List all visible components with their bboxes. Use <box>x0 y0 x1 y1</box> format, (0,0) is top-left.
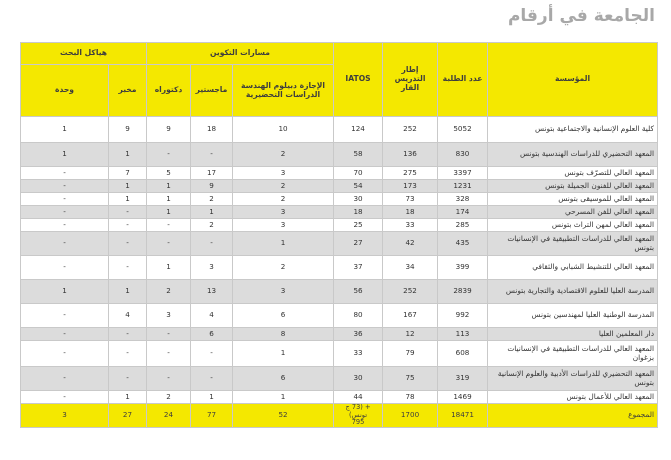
cell-unit: 1 <box>21 280 109 304</box>
cell-master: 17 <box>191 167 233 180</box>
total-lab: 27 <box>109 404 147 428</box>
cell-license: 6 <box>233 304 334 328</box>
header-iatos: IATOS <box>334 43 383 117</box>
cell-iatos: 33 <box>334 341 383 367</box>
cell-students: 285 <box>438 219 488 232</box>
cell-iatos: 25 <box>334 219 383 232</box>
cell-institution: المدرسة الوطنية العليا لمهندسين بتونس <box>488 304 658 328</box>
cell-institution: المعهد العالي للتنشيط الشبابي والثقافي <box>488 256 658 280</box>
cell-students: 5052 <box>438 117 488 143</box>
cell-lab: - <box>109 367 147 391</box>
cell-iatos: 58 <box>334 143 383 167</box>
cell-staff: 173 <box>383 180 438 193</box>
cell-institution: المعهد العالي للدراسات التطبيقية في الإنسانيات بزغوان <box>488 341 658 367</box>
cell-students: 319 <box>438 367 488 391</box>
table-row <box>21 232 658 256</box>
table-row <box>21 180 658 193</box>
cell-doctorate: 1 <box>147 206 191 219</box>
table-row <box>21 280 658 304</box>
cell-unit: - <box>21 391 109 404</box>
cell-institution: المدرسة العليا للعلوم الاقتصادية والتجارية بتونس <box>488 280 658 304</box>
table-row <box>21 341 658 367</box>
statistics-table <box>20 42 658 428</box>
cell-doctorate: - <box>147 232 191 256</box>
cell-unit: - <box>21 193 109 206</box>
header-students: عدد الطلبة <box>438 43 488 117</box>
cell-master: 9 <box>191 180 233 193</box>
cell-lab: - <box>109 328 147 341</box>
header-lab: مخبر <box>109 65 147 117</box>
table-row <box>21 193 658 206</box>
total-doctorate: 24 <box>147 404 191 428</box>
cell-institution: المعهد العالي لمهن التراث بتونس <box>488 219 658 232</box>
cell-unit: - <box>21 367 109 391</box>
cell-unit: 1 <box>21 117 109 143</box>
cell-master: 18 <box>191 117 233 143</box>
table-row <box>21 391 658 404</box>
cell-students: 174 <box>438 206 488 219</box>
cell-students: 1469 <box>438 391 488 404</box>
cell-students: 328 <box>438 193 488 206</box>
cell-master: 4 <box>191 304 233 328</box>
total-staff: 1700 <box>383 404 438 428</box>
cell-doctorate: - <box>147 341 191 367</box>
cell-master: 3 <box>191 256 233 280</box>
cell-doctorate: 1 <box>147 180 191 193</box>
cell-master: 6 <box>191 328 233 341</box>
cell-license: 6 <box>233 367 334 391</box>
cell-staff: 252 <box>383 117 438 143</box>
table-row <box>21 367 658 391</box>
cell-students: 2839 <box>438 280 488 304</box>
cell-staff: 167 <box>383 304 438 328</box>
cell-institution: المعهد العالي للفنون الجميلة بتونس <box>488 180 658 193</box>
cell-staff: 34 <box>383 256 438 280</box>
cell-unit: - <box>21 219 109 232</box>
cell-unit: - <box>21 180 109 193</box>
table-row <box>21 117 658 143</box>
cell-unit: - <box>21 256 109 280</box>
cell-unit: - <box>21 304 109 328</box>
cell-lab: 1 <box>109 180 147 193</box>
cell-iatos: 30 <box>334 193 383 206</box>
cell-master: - <box>191 143 233 167</box>
table-row <box>21 143 658 167</box>
cell-doctorate: 9 <box>147 117 191 143</box>
cell-institution: المعهد التحضيري للدراسات الأدبية والعلوم الإنسانية بتونس <box>488 367 658 391</box>
cell-staff: 42 <box>383 232 438 256</box>
cell-iatos: 27 <box>334 232 383 256</box>
cell-master: 2 <box>191 219 233 232</box>
cell-institution: المعهد العالي للموسيقى بتونس <box>488 193 658 206</box>
cell-iatos: 124 <box>334 117 383 143</box>
total-students: 18471 <box>438 404 488 428</box>
cell-lab: - <box>109 341 147 367</box>
cell-lab: 1 <box>109 391 147 404</box>
cell-institution: المعهد العالي للأعمال بتونس <box>488 391 658 404</box>
table-row <box>21 206 658 219</box>
cell-license: 2 <box>233 193 334 206</box>
cell-students: 3397 <box>438 167 488 180</box>
cell-lab: 1 <box>109 280 147 304</box>
header-master: ماجستير <box>191 65 233 117</box>
cell-master: - <box>191 232 233 256</box>
cell-lab: - <box>109 219 147 232</box>
cell-students: 830 <box>438 143 488 167</box>
cell-doctorate: - <box>147 367 191 391</box>
cell-students: 992 <box>438 304 488 328</box>
cell-doctorate: - <box>147 328 191 341</box>
cell-license: 3 <box>233 167 334 180</box>
cell-iatos: 18 <box>334 206 383 219</box>
cell-students: 608 <box>438 341 488 367</box>
cell-institution: المعهد العالي للتصرّف بتونس <box>488 167 658 180</box>
cell-doctorate: - <box>147 219 191 232</box>
cell-students: 1231 <box>438 180 488 193</box>
cell-license: 2 <box>233 143 334 167</box>
cell-license: 1 <box>233 341 334 367</box>
cell-lab: - <box>109 206 147 219</box>
cell-iatos: 37 <box>334 256 383 280</box>
header-license: الإجازة دبيلوم الهندسة الدراسات التحضيرية <box>233 65 334 117</box>
cell-license: 1 <box>233 391 334 404</box>
cell-students: 399 <box>438 256 488 280</box>
cell-master: 1 <box>191 206 233 219</box>
total-license: 52 <box>233 404 334 428</box>
cell-institution: المعهد العالي للفن المسرحي <box>488 206 658 219</box>
cell-staff: 12 <box>383 328 438 341</box>
cell-iatos: 80 <box>334 304 383 328</box>
cell-doctorate: 1 <box>147 256 191 280</box>
cell-license: 2 <box>233 256 334 280</box>
cell-institution: المعهد التحضيري للدراسات الهندسية بتونس <box>488 143 658 167</box>
header-training: مسارات التكوين <box>147 43 334 65</box>
total-iatos <box>334 404 383 428</box>
header-research: هياكل البحث <box>21 43 147 65</box>
cell-master: 2 <box>191 193 233 206</box>
cell-license: 3 <box>233 280 334 304</box>
table-header <box>21 43 658 117</box>
cell-doctorate: - <box>147 143 191 167</box>
cell-staff: 73 <box>383 193 438 206</box>
cell-iatos: 70 <box>334 167 383 180</box>
cell-unit: - <box>21 167 109 180</box>
cell-lab: 7 <box>109 167 147 180</box>
cell-lab: 1 <box>109 193 147 206</box>
table-row <box>21 167 658 180</box>
cell-master: - <box>191 367 233 391</box>
cell-master: 1 <box>191 391 233 404</box>
total-master: 77 <box>191 404 233 428</box>
table-row <box>21 256 658 280</box>
cell-iatos: 54 <box>334 180 383 193</box>
cell-unit: - <box>21 232 109 256</box>
cell-staff: 79 <box>383 341 438 367</box>
cell-license: 1 <box>233 232 334 256</box>
cell-lab: 9 <box>109 117 147 143</box>
cell-unit: - <box>21 206 109 219</box>
header-unit: وحدة <box>21 65 109 117</box>
table-row <box>21 219 658 232</box>
table-row <box>21 304 658 328</box>
cell-lab: - <box>109 256 147 280</box>
cell-doctorate: 1 <box>147 193 191 206</box>
cell-unit: - <box>21 341 109 367</box>
cell-students: 435 <box>438 232 488 256</box>
cell-license: 10 <box>233 117 334 143</box>
cell-staff: 75 <box>383 367 438 391</box>
header-doctorate: دكتوراه <box>147 65 191 117</box>
cell-iatos: 36 <box>334 328 383 341</box>
total-label: المجموع <box>488 404 658 428</box>
cell-staff: 18 <box>383 206 438 219</box>
cell-license: 3 <box>233 219 334 232</box>
total-unit: 3 <box>21 404 109 428</box>
header-staff: إطار التدريس القار <box>383 43 438 117</box>
cell-doctorate: 2 <box>147 280 191 304</box>
header-institution: المؤسسة <box>488 43 658 117</box>
total-row <box>21 404 658 428</box>
cell-unit: 1 <box>21 143 109 167</box>
cell-lab: - <box>109 232 147 256</box>
total-iatos-value: 795 <box>351 418 365 427</box>
cell-iatos: 44 <box>334 391 383 404</box>
cell-doctorate: 2 <box>147 391 191 404</box>
cell-unit: - <box>21 328 109 341</box>
cell-doctorate: 3 <box>147 304 191 328</box>
cell-master: 13 <box>191 280 233 304</box>
cell-staff: 275 <box>383 167 438 180</box>
cell-students: 113 <box>438 328 488 341</box>
cell-license: 2 <box>233 180 334 193</box>
cell-institution: كلية العلوم الإنسانية والاجتماعية بتونس <box>488 117 658 143</box>
total-iatos-note: + (73 ج تونس) <box>345 403 371 419</box>
cell-staff: 78 <box>383 391 438 404</box>
cell-doctorate: 5 <box>147 167 191 180</box>
cell-master: - <box>191 341 233 367</box>
cell-license: 8 <box>233 328 334 341</box>
cell-institution: دار المعلمين العليا <box>488 328 658 341</box>
cell-license: 3 <box>233 206 334 219</box>
cell-lab: 4 <box>109 304 147 328</box>
cell-iatos: 30 <box>334 367 383 391</box>
cell-iatos: 56 <box>334 280 383 304</box>
cell-staff: 252 <box>383 280 438 304</box>
page-title: الجامعة في أرقام <box>507 6 655 26</box>
table-body <box>21 117 658 428</box>
table-row <box>21 328 658 341</box>
cell-staff: 33 <box>383 219 438 232</box>
cell-institution: المعهد العالي للدراسات التطبيقية في الإنسانيات بتونس <box>488 232 658 256</box>
cell-staff: 136 <box>383 143 438 167</box>
cell-lab: 1 <box>109 143 147 167</box>
